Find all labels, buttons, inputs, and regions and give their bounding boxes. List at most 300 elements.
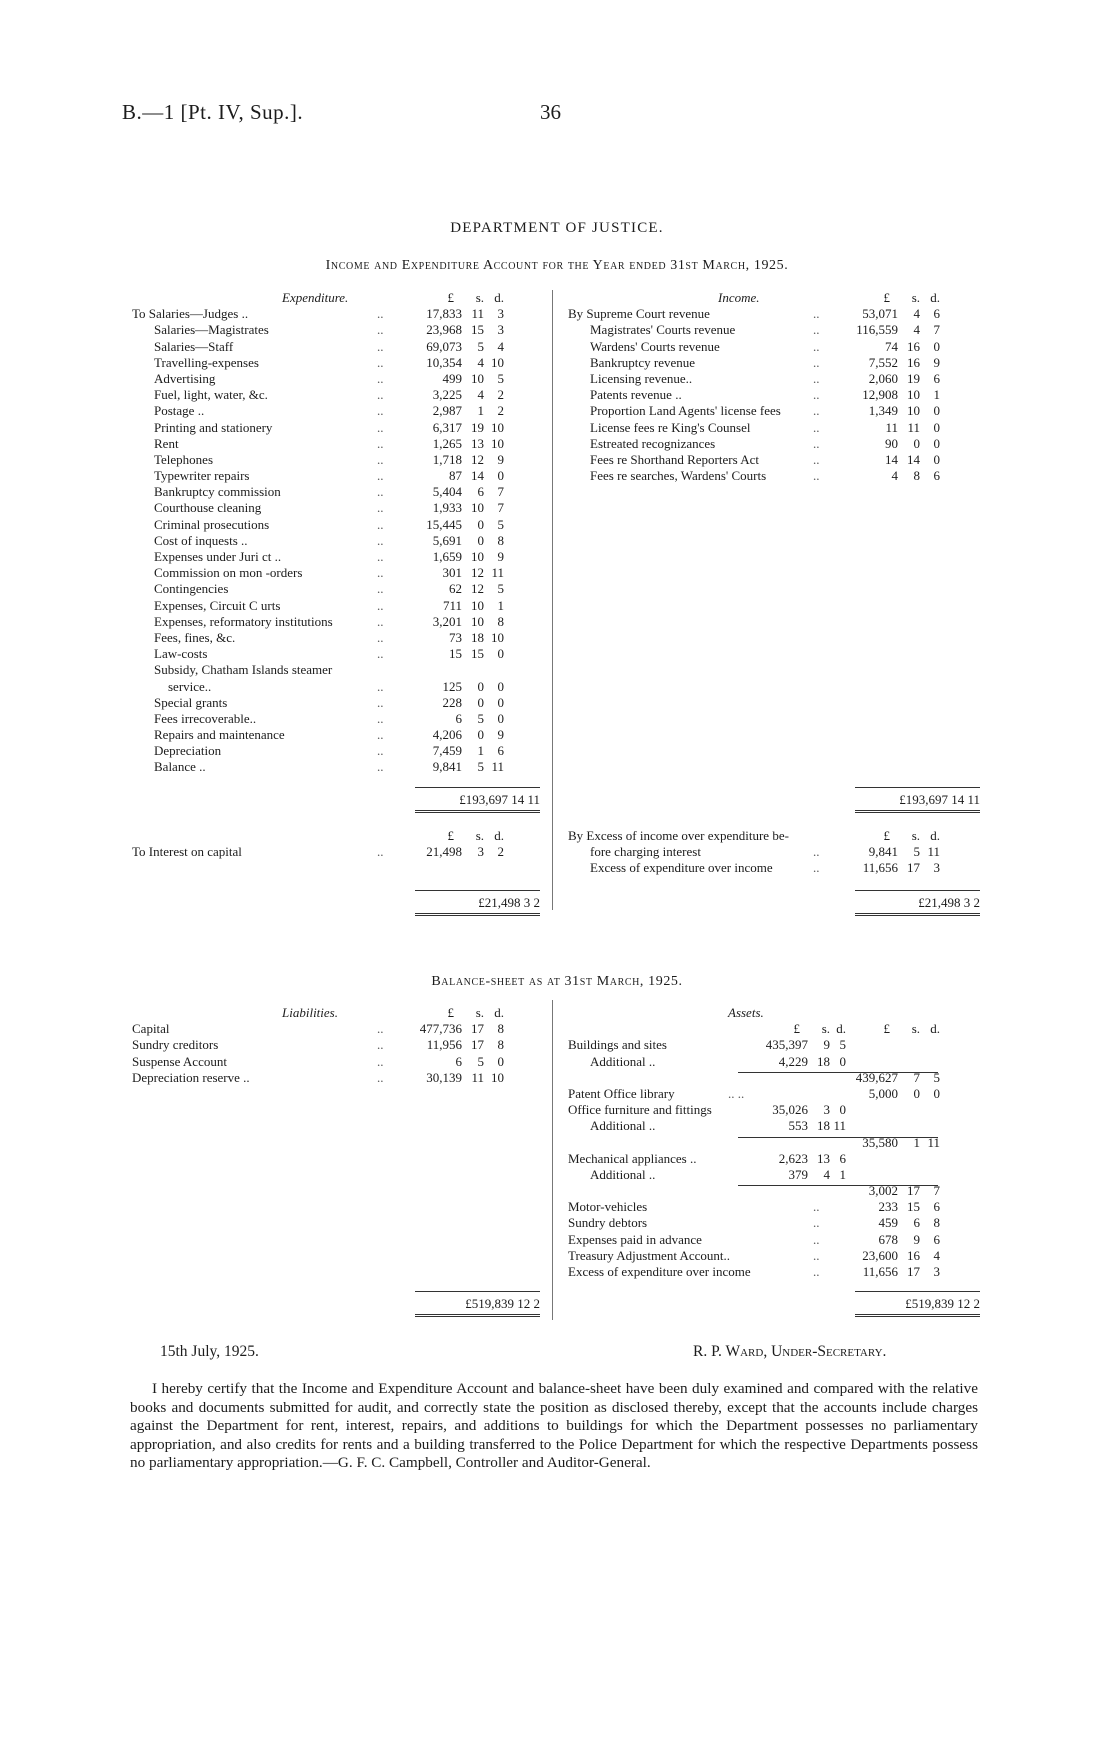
pound-header: £ xyxy=(883,290,890,305)
income-pence: 1 xyxy=(933,387,940,403)
asset-group-total-pounds: 3,002 xyxy=(868,1183,898,1199)
expenditure-pence: 9 xyxy=(497,549,504,564)
asset-row xyxy=(568,1248,978,1264)
expenditure-pounds: 5,404 xyxy=(432,484,462,500)
asset-pounds: 233 xyxy=(878,1199,898,1215)
expenditure-shillings: 14 xyxy=(471,468,484,484)
expenditure-shillings: 10 xyxy=(471,549,484,564)
asset-group-base-shillings: 9 xyxy=(823,1037,830,1053)
income-row xyxy=(568,322,978,338)
income-label: License fees re King's Counsel xyxy=(590,419,751,435)
asset-label: Excess of expenditure over income xyxy=(568,1264,751,1279)
expenditure-pounds: 711 xyxy=(442,597,462,613)
asset-group-total-row xyxy=(568,1183,978,1199)
expenditure-table xyxy=(132,290,542,776)
asset-group-additional-pence: 0 xyxy=(839,1053,846,1069)
income-pence: 6 xyxy=(933,370,940,386)
expenditure-row xyxy=(132,679,542,695)
asset-group-additional-pence: 1 xyxy=(839,1166,846,1182)
expenditure-pounds: 15,445 xyxy=(426,516,462,532)
expenditure-pounds: 6 xyxy=(455,710,462,726)
expenditure-shillings: 12 xyxy=(471,581,484,597)
asset-group-additional-shillings: 4 xyxy=(823,1166,830,1182)
expenditure-pounds: 301 xyxy=(442,565,462,581)
asset-group-label: Office furniture and fittings xyxy=(568,1102,712,1118)
expenditure-shillings: 12 xyxy=(471,451,484,467)
liabilities-label: Sundry creditors xyxy=(132,1037,219,1053)
interest-right-shillings: 5 xyxy=(913,844,920,860)
statement-date: 15th July, 1925. xyxy=(160,1343,259,1360)
expenditure-pounds: 1,933 xyxy=(432,500,462,516)
account-subtitle: Income and Expenditure Account for the Year ended 31st March, 1925. xyxy=(325,258,789,273)
expenditure-pounds: 15 xyxy=(449,646,462,662)
expenditure-pence: 5 xyxy=(497,516,504,532)
expenditure-pence: 2 xyxy=(497,403,504,419)
expenditure-pence: 5 xyxy=(497,581,504,597)
pound-header: £ xyxy=(447,828,454,843)
leader-dots: .. xyxy=(377,710,384,726)
leader-dots: .. xyxy=(813,1199,820,1215)
shilling-header: s. xyxy=(821,1021,830,1037)
asset-group-base-pence: 6 xyxy=(839,1150,846,1166)
expenditure-shillings: 4 xyxy=(477,387,484,403)
assets-header-row xyxy=(568,1005,978,1021)
expenditure-shillings: 10 xyxy=(471,500,484,516)
expenditure-label: To Salaries—Judges .. xyxy=(132,306,249,322)
expenditure-label: Courthouse cleaning xyxy=(154,500,262,516)
expenditure-shillings: 0 xyxy=(477,727,484,743)
expenditure-shillings: 6 xyxy=(477,484,484,500)
asset-additional-label: Additional .. xyxy=(590,1166,656,1182)
expenditure-label: Balance .. xyxy=(154,759,206,775)
asset-label: Patent Office library xyxy=(568,1085,675,1101)
leader-dots: .. xyxy=(377,451,384,467)
balance-sheet-title: Balance-sheet as at 31st March, 1925. xyxy=(431,974,683,989)
interest-right-total: £21,498 3 2 xyxy=(918,895,980,910)
expenditure-pence: 7 xyxy=(497,484,504,500)
liabilities-total: £519,839 12 2 xyxy=(465,1296,540,1311)
expenditure-pence: 10 xyxy=(491,419,504,435)
leader-dots: .. xyxy=(377,1053,384,1069)
income-row xyxy=(568,436,978,452)
asset-group-row xyxy=(568,1151,978,1167)
interest-right-pounds: 9,841 xyxy=(868,844,898,860)
interest-right-shillings: 17 xyxy=(907,860,920,876)
asset-subtotal-rule xyxy=(738,1072,938,1073)
asset-group-additional-row xyxy=(568,1054,978,1070)
liabilities-row xyxy=(132,1021,542,1037)
expenditure-shillings: 0 xyxy=(477,694,484,710)
leader-dots: .. xyxy=(813,844,820,860)
shilling-header: s. xyxy=(911,1021,920,1037)
asset-group-label: Buildings and sites xyxy=(568,1037,667,1053)
asset-row xyxy=(568,1232,978,1248)
leader-dots: .. xyxy=(377,435,384,451)
asset-group-additional-pounds: 379 xyxy=(788,1166,808,1182)
income-pence: 0 xyxy=(933,338,940,354)
income-pence: 6 xyxy=(933,468,940,484)
asset-group-total-pence: 7 xyxy=(933,1183,940,1199)
income-row xyxy=(568,306,978,322)
signature: R. P. Ward, Under-Secretary. xyxy=(693,1343,887,1360)
page-number: 36 xyxy=(540,100,561,124)
income-shillings: 11 xyxy=(907,419,920,435)
expenditure-header-row xyxy=(132,290,542,306)
expenditure-row xyxy=(132,387,542,403)
income-label: Estreated recognizances xyxy=(590,435,716,451)
expenditure-row xyxy=(132,711,542,727)
expenditure-label: Subsidy, Chatham Islands steamer xyxy=(154,662,333,678)
asset-group-total-row xyxy=(568,1070,978,1086)
asset-group-base-pounds: 435,397 xyxy=(765,1037,808,1053)
asset-group-base-pence: 5 xyxy=(839,1037,846,1053)
liabilities-heading: Liabilities. xyxy=(282,1005,338,1020)
expenditure-label: Bankruptcy commission xyxy=(154,484,281,500)
report-reference: B.—1 [Pt. IV, Sup.]. xyxy=(122,100,304,124)
asset-group-additional-row xyxy=(568,1118,978,1134)
pence-header: d. xyxy=(494,290,504,305)
income-pounds: 116,559 xyxy=(856,322,898,338)
leader-dots: .. xyxy=(377,370,384,386)
expenditure-label: Fuel, light, water, &c. xyxy=(154,387,268,403)
interest-right-row xyxy=(568,860,978,876)
leader-dots: .. xyxy=(377,322,384,338)
expenditure-row xyxy=(132,759,542,775)
income-shillings: 8 xyxy=(913,468,920,484)
expenditure-row xyxy=(132,403,542,419)
income-label: Bankruptcy revenue xyxy=(590,354,696,370)
liabilities-pounds: 477,736 xyxy=(419,1021,462,1037)
asset-pounds: 11,656 xyxy=(862,1264,898,1279)
expenditure-pence: 5 xyxy=(497,370,504,386)
assets-table xyxy=(568,1005,978,1295)
expenditure-pence: 6 xyxy=(497,743,504,759)
asset-group-total-pounds: 35,580 xyxy=(862,1134,898,1150)
shilling-header: s. xyxy=(475,290,484,305)
expenditure-pounds: 7,459 xyxy=(432,743,462,759)
income-pounds: 90 xyxy=(885,435,898,451)
income-pounds: 12,908 xyxy=(862,387,898,403)
income-pounds: 14 xyxy=(885,451,898,467)
expenditure-row xyxy=(132,436,542,452)
income-label: Wardens' Courts revenue xyxy=(590,338,720,354)
asset-group-row xyxy=(568,1102,978,1118)
expenditure-shillings: 5 xyxy=(477,710,484,726)
shilling-header: s. xyxy=(911,290,920,305)
income-pence: 0 xyxy=(933,403,940,419)
leader-dots: .. xyxy=(377,613,384,629)
asset-group-base-pounds: 2,623 xyxy=(778,1150,808,1166)
liabilities-shillings: 11 xyxy=(471,1069,484,1085)
interest-right-pence: 3 xyxy=(933,860,940,876)
expenditure-row xyxy=(132,420,542,436)
expenditure-pence: 11 xyxy=(491,759,504,775)
assets-heading: Assets. xyxy=(728,1005,764,1020)
leader-dots: .. xyxy=(813,468,820,484)
pence-header: d. xyxy=(836,1021,846,1037)
liabilities-label: Depreciation reserve .. xyxy=(132,1069,250,1085)
asset-shillings: 17 xyxy=(907,1264,920,1279)
income-pence: 0 xyxy=(933,435,940,451)
leader-dots: .. xyxy=(377,1021,384,1037)
leader-dots: .. xyxy=(813,1231,820,1247)
expenditure-label: Postage .. xyxy=(154,403,205,419)
leader-dots: .. xyxy=(377,468,384,484)
expenditure-pounds: 1,659 xyxy=(432,549,462,564)
interest-right-label: fore charging interest xyxy=(590,844,701,860)
leader-dots: .. xyxy=(813,306,820,322)
income-shillings: 4 xyxy=(913,306,920,322)
expenditure-total-rule xyxy=(415,787,540,788)
asset-label: Treasury Adjustment Account.. xyxy=(568,1247,731,1263)
asset-group-base-pence: 0 xyxy=(839,1102,846,1118)
expenditure-pence: 9 xyxy=(497,727,504,743)
interest-right-label: By Excess of income over expenditure be- xyxy=(568,828,789,843)
leader-dots: .. xyxy=(813,451,820,467)
expenditure-row xyxy=(132,662,542,678)
pence-header: d. xyxy=(494,1005,504,1020)
expenditure-pounds: 125 xyxy=(442,678,462,694)
expenditure-row xyxy=(132,355,542,371)
expenditure-pence: 1 xyxy=(497,597,504,613)
asset-group-base-shillings: 3 xyxy=(823,1102,830,1118)
interest-left-double-rule xyxy=(415,913,540,916)
column-divider xyxy=(552,290,553,910)
leader-dots: .. xyxy=(377,403,384,419)
expenditure-row xyxy=(132,646,542,662)
leader-dots: .. xyxy=(377,597,384,613)
expenditure-pence: 10 xyxy=(491,354,504,370)
expenditure-row xyxy=(132,322,542,338)
leader-dots: .. xyxy=(377,759,384,775)
expenditure-label: Depreciation xyxy=(154,743,222,759)
expenditure-pounds: 499 xyxy=(442,370,462,386)
leader-dots: .. xyxy=(813,860,820,876)
asset-label: Motor-vehicles xyxy=(568,1199,648,1215)
income-pounds: 4 xyxy=(891,468,898,484)
income-pence: 0 xyxy=(933,451,940,467)
income-shillings: 16 xyxy=(907,338,920,354)
leader-dots: .. xyxy=(377,500,384,516)
liabilities-header-row xyxy=(132,1005,542,1021)
interest-left-pounds: 21,498 xyxy=(426,844,462,860)
interest-left-total: £21,498 3 2 xyxy=(478,895,540,910)
leader-dots: .. xyxy=(377,419,384,435)
expenditure-label: Expenses, Circuit C urts xyxy=(154,597,281,613)
liabilities-pounds: 30,139 xyxy=(426,1069,462,1085)
interest-left-shillings: 3 xyxy=(477,844,484,860)
income-row xyxy=(568,420,978,436)
leader-dots: .. xyxy=(813,338,820,354)
expenditure-pounds: 62 xyxy=(449,581,462,597)
expenditure-row xyxy=(132,695,542,711)
leader-dots: .. xyxy=(377,306,384,322)
expenditure-pence: 0 xyxy=(497,710,504,726)
expenditure-pence: 3 xyxy=(497,322,504,338)
expenditure-pence: 0 xyxy=(497,694,504,710)
interest-left-row xyxy=(132,844,542,860)
asset-pounds: 459 xyxy=(878,1215,898,1231)
asset-shillings: 6 xyxy=(913,1215,920,1231)
income-label: Fees re searches, Wardens' Courts xyxy=(590,468,767,484)
asset-group-total-shillings: 1 xyxy=(913,1134,920,1150)
leader-dots: .. xyxy=(813,322,820,338)
expenditure-pounds: 23,968 xyxy=(426,322,462,338)
asset-subtotal-rule xyxy=(738,1137,938,1138)
expenditure-shillings: 1 xyxy=(477,743,484,759)
leader-dots: .. xyxy=(377,1037,384,1053)
asset-shillings: 15 xyxy=(907,1199,920,1215)
income-shillings: 14 xyxy=(907,451,920,467)
leader-dots: .. xyxy=(813,387,820,403)
liabilities-pence: 0 xyxy=(497,1053,504,1069)
income-pounds: 1,349 xyxy=(868,403,898,419)
leader-dots: .. xyxy=(377,678,384,694)
asset-row xyxy=(568,1264,978,1280)
asset-group-total-pence: 11 xyxy=(927,1134,940,1150)
asset-row xyxy=(568,1086,978,1102)
leader-dots: .. xyxy=(813,1264,820,1279)
interest-right-table xyxy=(568,828,978,877)
income-label: By Supreme Court revenue xyxy=(568,306,710,322)
leader-dots: .. xyxy=(813,403,820,419)
expenditure-label: Commission on mon -orders xyxy=(154,565,303,581)
expenditure-pence: 0 xyxy=(497,468,504,484)
pence-header: d. xyxy=(494,828,504,843)
interest-right-pence: 11 xyxy=(927,844,940,860)
expenditure-label: Repairs and maintenance xyxy=(154,727,285,743)
income-heading: Income. xyxy=(718,290,760,305)
expenditure-label: Fees, fines, &c. xyxy=(154,629,236,645)
income-row xyxy=(568,403,978,419)
income-shillings: 10 xyxy=(907,403,920,419)
expenditure-total: £193,697 14 11 xyxy=(459,792,540,807)
expenditure-row xyxy=(132,484,542,500)
leader-dots: .. .. xyxy=(728,1085,745,1101)
assets-total: £519,839 12 2 xyxy=(905,1296,980,1311)
leader-dots: .. xyxy=(377,516,384,532)
expenditure-pounds: 1,265 xyxy=(432,435,462,451)
leader-dots: .. xyxy=(377,581,384,597)
expenditure-label: Law-costs xyxy=(154,646,208,662)
balance-column-divider xyxy=(552,1000,553,1320)
asset-additional-label: Additional .. xyxy=(590,1053,656,1069)
expenditure-pounds: 17,833 xyxy=(426,306,462,322)
asset-pounds: 23,600 xyxy=(862,1247,898,1263)
shilling-header: s. xyxy=(475,1005,484,1020)
asset-shillings: 16 xyxy=(907,1247,920,1263)
asset-group-total-pounds: 439,627 xyxy=(855,1069,898,1085)
income-pence: 0 xyxy=(933,419,940,435)
asset-pence: 8 xyxy=(933,1215,940,1231)
income-label: Proportion Land Agents' license fees xyxy=(590,403,781,419)
asset-group-additional-pounds: 4,229 xyxy=(778,1053,808,1069)
asset-label: Sundry debtors xyxy=(568,1215,648,1231)
interest-right-row xyxy=(568,828,978,844)
liabilities-row xyxy=(132,1037,542,1053)
expenditure-pence: 0 xyxy=(497,646,504,662)
expenditure-pence: 8 xyxy=(497,532,504,548)
asset-row xyxy=(568,1215,978,1231)
liabilities-pence: 8 xyxy=(497,1037,504,1053)
interest-right-double-rule xyxy=(855,913,980,916)
expenditure-pounds: 2,987 xyxy=(432,403,462,419)
asset-group-total-pence: 5 xyxy=(933,1069,940,1085)
asset-pence: 6 xyxy=(933,1231,940,1247)
asset-group-total-shillings: 7 xyxy=(913,1069,920,1085)
liabilities-shillings: 17 xyxy=(471,1037,484,1053)
expenditure-row xyxy=(132,743,542,759)
income-total-rule xyxy=(855,787,980,788)
expenditure-pounds: 87 xyxy=(449,468,462,484)
income-label: Magistrates' Courts revenue xyxy=(590,322,736,338)
interest-right-label: Excess of expenditure over income xyxy=(590,860,773,876)
expenditure-label: Expenses, reformatory institutions xyxy=(154,613,333,629)
income-row xyxy=(568,355,978,371)
leader-dots: .. xyxy=(813,354,820,370)
leader-dots: .. xyxy=(377,484,384,500)
expenditure-row xyxy=(132,533,542,549)
expenditure-shillings: 0 xyxy=(477,678,484,694)
expenditure-label: Criminal prosecutions xyxy=(154,516,270,532)
expenditure-label: Special grants xyxy=(154,694,228,710)
expenditure-label: service.. xyxy=(168,678,212,694)
leader-dots: .. xyxy=(377,743,384,759)
shilling-header: s. xyxy=(911,828,920,843)
asset-group-additional-pounds: 553 xyxy=(788,1118,808,1134)
leader-dots: .. xyxy=(813,1247,820,1263)
interest-left-pence: 2 xyxy=(497,844,504,860)
asset-group-label: Mechanical appliances .. xyxy=(568,1150,697,1166)
expenditure-pence: 10 xyxy=(491,435,504,451)
income-total-double-rule xyxy=(855,810,980,813)
expenditure-row xyxy=(132,727,542,743)
expenditure-label: Rent xyxy=(154,435,179,451)
interest-right-row xyxy=(568,844,978,860)
income-pence: 6 xyxy=(933,306,940,322)
expenditure-total-double-rule xyxy=(415,810,540,813)
expenditure-pence: 9 xyxy=(497,451,504,467)
income-row xyxy=(568,387,978,403)
income-table xyxy=(568,290,978,484)
expenditure-label: Typewriter repairs xyxy=(154,468,250,484)
expenditure-pounds: 5,691 xyxy=(432,532,462,548)
asset-group-additional-row xyxy=(568,1167,978,1183)
expenditure-pounds: 10,354 xyxy=(426,354,462,370)
expenditure-label: Expenses under Juri ct .. xyxy=(154,549,282,564)
liabilities-pounds: 11,956 xyxy=(426,1037,462,1053)
expenditure-row xyxy=(132,468,542,484)
expenditure-pounds: 228 xyxy=(442,694,462,710)
expenditure-row xyxy=(132,452,542,468)
audit-certificate: I hereby certify that the Income and Expenditure Account and balance-sheet have been duly examined and compared with the relative books and documents submitted for audit, and correctly state the position as disclosed thereby, except that the accounts include charges against the Department for rent, interest, repairs, and additions to buildings for which the Department possesses no parliamentary appropriation, and also credits for rents and a building transferred to the Police Department for which the respective Departments possess no parliamentary appropriation.—G. F. C. Campbell, Controller and Auditor-General. xyxy=(130,1380,978,1472)
interest-left-label: To Interest on capital xyxy=(132,844,242,860)
leader-dots: .. xyxy=(377,727,384,743)
liabilities-pence: 10 xyxy=(491,1069,504,1085)
expenditure-row xyxy=(132,306,542,322)
liabilities-label: Suspense Account xyxy=(132,1053,227,1069)
expenditure-label: Fees irrecoverable.. xyxy=(154,710,257,726)
expenditure-pence: 4 xyxy=(497,338,504,354)
expenditure-label: Salaries—Staff xyxy=(154,338,234,354)
asset-pence: 4 xyxy=(933,1247,940,1263)
liabilities-table xyxy=(132,1005,542,1086)
income-row xyxy=(568,452,978,468)
page-title: DEPARTMENT OF JUSTICE. xyxy=(450,220,664,236)
leader-dots: .. xyxy=(377,387,384,403)
liabilities-pounds: 6 xyxy=(455,1053,462,1069)
expenditure-shillings: 15 xyxy=(471,322,484,338)
